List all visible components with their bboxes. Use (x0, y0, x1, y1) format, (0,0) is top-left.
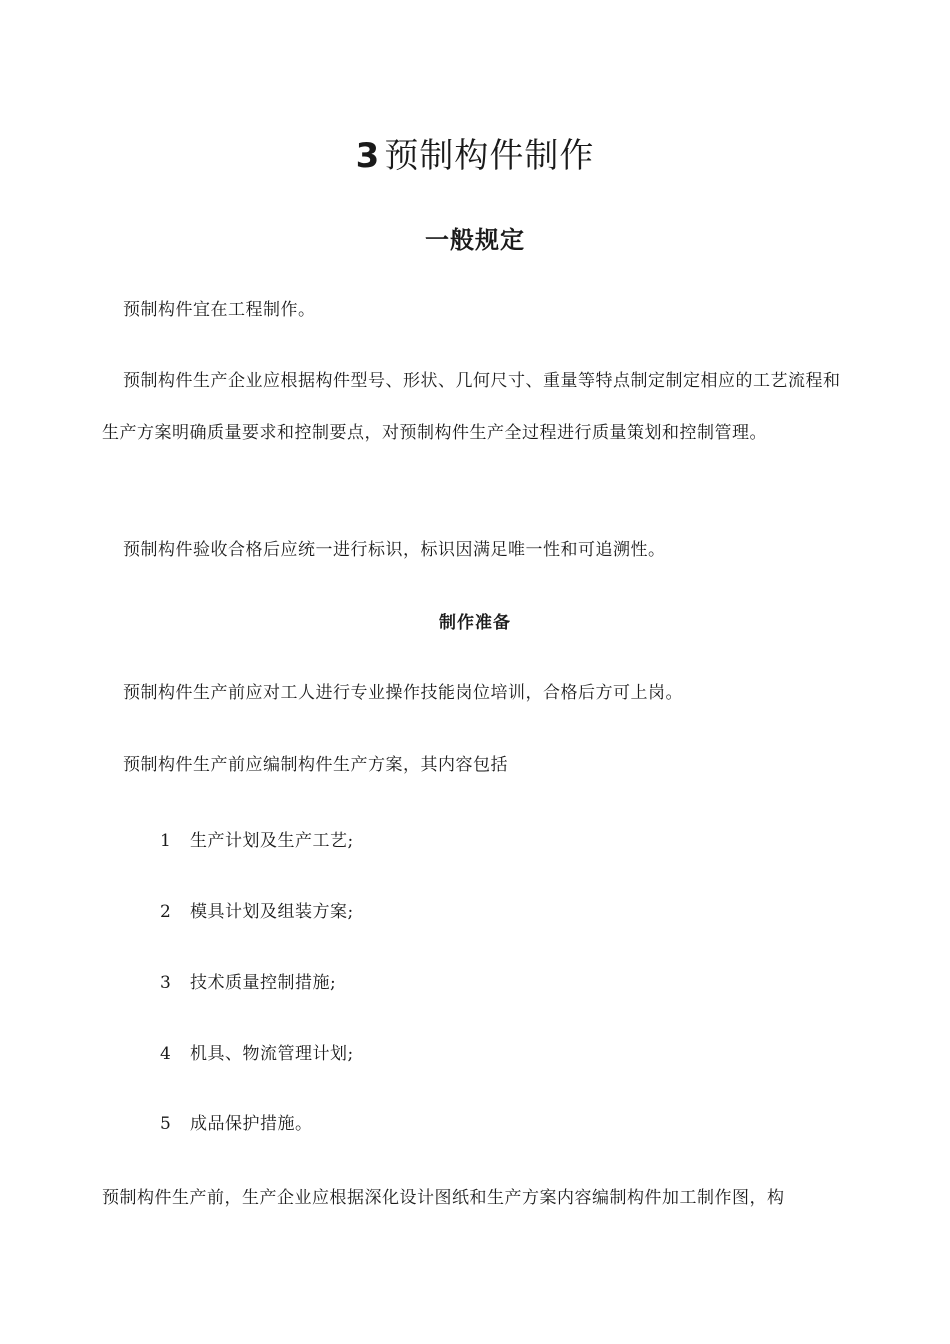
list-item (160, 1109, 313, 1134)
paragraph-1: 预制构件宜在工程制作。 (123, 300, 316, 320)
list-item-text: 模具计划及组装方案; (190, 902, 354, 922)
section-heading-general: 一般规定 (425, 226, 525, 254)
paragraph-3: 预制构件验收合格后应统一进行标识，标识因满足唯一性和可追溯性。 (123, 540, 666, 560)
paragraph-6: 预制构件生产前，生产企业应根据深化设计图纸和生产方案内容编制构件加工制作图，构 (102, 1188, 785, 1208)
paragraph-4: 预制构件生产前应对工人进行专业操作技能岗位培训，合格后方可上岗。 (123, 683, 683, 703)
title-number: 3 (355, 136, 381, 176)
list-item (160, 826, 354, 851)
list-item (160, 1039, 354, 1064)
list-item-number: 5 (160, 1114, 172, 1134)
list-item (160, 897, 354, 922)
list-item-number: 3 (160, 973, 172, 993)
list-item-text: 成品保护措施。 (190, 1114, 313, 1134)
title-text: 预制构件制作 (384, 136, 595, 176)
list-item (160, 968, 336, 993)
paragraph-2: 预制构件生产企业应根据构件型号、形状、几何尺寸、重量等特点制定制定相应的工艺流程和生产方案明确质量要求和控制要点，对预制构件生产全过程进行质量策划和控制管理。 (102, 371, 841, 443)
page-title (0, 128, 950, 177)
list-item-text: 生产计划及生产工艺; (190, 831, 354, 851)
list-item-number: 2 (160, 902, 172, 922)
list-item-text: 技术质量控制措施; (190, 973, 337, 993)
list-item-number: 1 (160, 831, 172, 851)
list-item-text: 机具、物流管理计划; (190, 1044, 354, 1064)
paragraph-5: 预制构件生产前应编制构件生产方案，其内容包括 (123, 755, 508, 775)
section-heading-preparation: 制作准备 (439, 613, 511, 633)
list-item-number: 4 (160, 1044, 172, 1064)
